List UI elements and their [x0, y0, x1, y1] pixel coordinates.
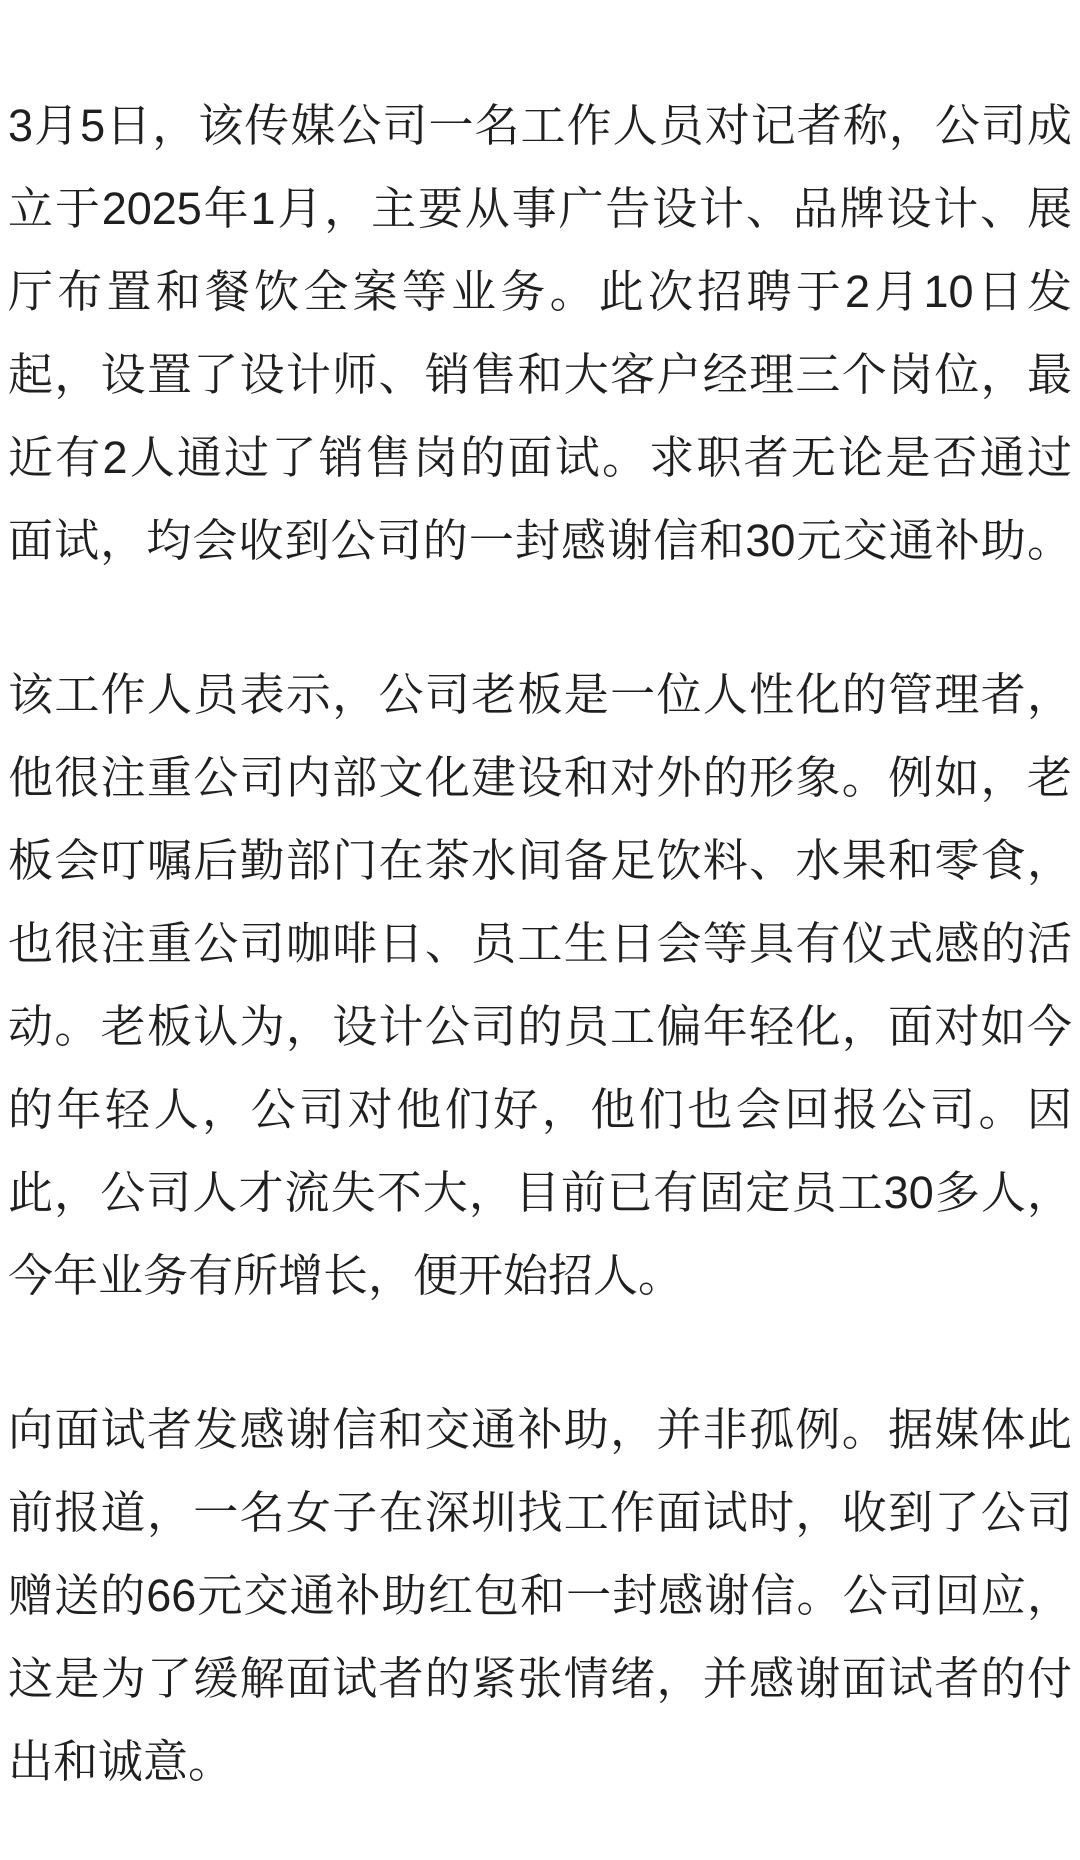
text-line: 起，设置了设计师、销售和大客户经理三个岗位，最: [8, 349, 1072, 400]
text-line: 立于2025年1月，主要从事广告设计、品牌设计、展: [8, 183, 1072, 234]
text-line: 此，公司人才流失不大，目前已有固定员工30多人，: [8, 1167, 1072, 1218]
text-line: 板会叮嘱后勤部门在茶水间备足饮料、水果和零食，: [8, 835, 1072, 886]
text-line: 出和诚意。: [8, 1736, 234, 1787]
paragraph: [8, 1388, 1072, 1803]
text-line: 该工作人员表示，公司老板是一位人性化的管理者，: [8, 669, 1072, 720]
text-line: 的年轻人，公司对他们好，他们也会回报公司。因: [8, 1084, 1072, 1135]
paragraph: [8, 653, 1072, 1317]
text-line: 3月5日，该传媒公司一名工作人员对记者称，公司成: [8, 100, 1072, 151]
text-line: 前报道，一名女子在深圳找工作面试时，收到了公司: [8, 1487, 1072, 1538]
text-line: 也很注重公司咖啡日、员工生日会等具有仪式感的活: [8, 918, 1072, 969]
text-line: 这是为了缓解面试者的紧张情绪，并感谢面试者的付: [8, 1653, 1072, 1704]
text-line: 赠送的66元交通补助红包和一封感谢信。公司回应，: [8, 1570, 1072, 1621]
text-line: 向面试者发感谢信和交通补助，并非孤例。据媒体此: [8, 1404, 1072, 1455]
text-line: 今年业务有所增长，便开始招人。: [8, 1250, 684, 1301]
text-line: 厅布置和餐饮全案等业务。此次招聘于2月10日发: [8, 266, 1072, 317]
text-line: 面试，均会收到公司的一封感谢信和30元交通补助。: [8, 515, 1072, 566]
paragraph: [8, 84, 1072, 582]
text-line: 他很注重公司内部文化建设和对外的形象。例如，老: [8, 752, 1072, 803]
text-line: 近有2人通过了销售岗的面试。求职者无论是否通过: [8, 432, 1072, 483]
text-line: 动。老板认为，设计公司的员工偏年轻化，面对如今: [8, 1001, 1072, 1052]
